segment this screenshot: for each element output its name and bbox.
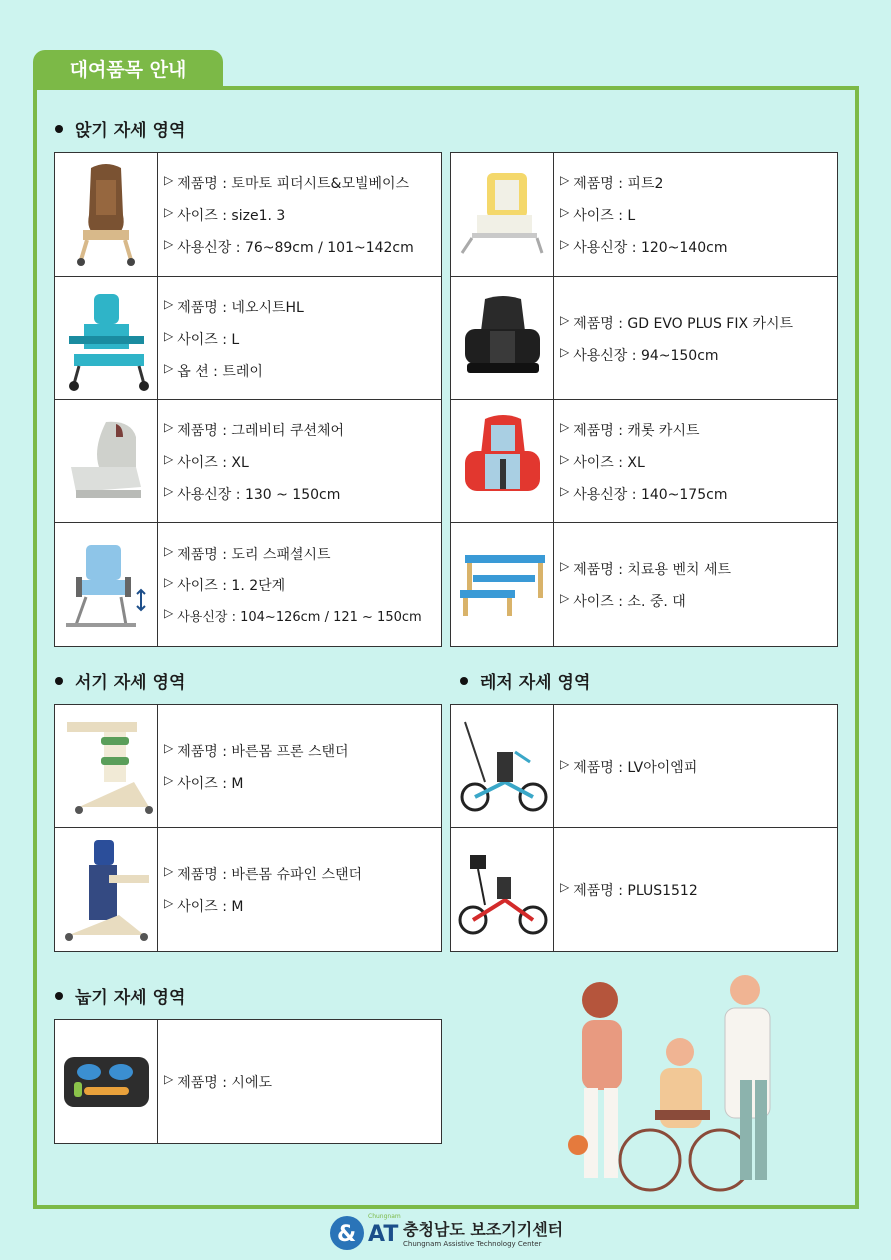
svg-text:&: &	[337, 1221, 357, 1247]
bullet-icon	[460, 677, 468, 685]
section-standing-title: 서기 자세 영역	[55, 668, 185, 693]
page-title: 대여품목 안내	[69, 59, 187, 81]
gdevo-carseat-image	[451, 277, 554, 400]
item-card-tomato: ▷ 제품명 : 토마토 피더시트&모빌베이스 ▷ 사이즈 : size1. 3 ▷ 사용신장 : 76~89cm / 101~142cm	[54, 152, 442, 277]
bullet-icon	[55, 125, 63, 133]
item-card-gdevo: ▷ 제품명 : GD EVO PLUS FIX 카시트 ▷ 사용신장 : 94~150cm	[450, 276, 838, 401]
item-card-seesaw: ▷ 제품명 : 시에도	[54, 1019, 442, 1144]
neoseat-image	[55, 277, 158, 400]
item-option: 옵 션 : 트레이	[177, 363, 263, 380]
lv-trike-image	[451, 705, 554, 828]
item-size: 사이즈 : XL	[177, 454, 249, 471]
seesaw-image	[55, 1020, 158, 1143]
item-height: 사용신장 : 104~126cm / 121 ~ 150cm	[177, 610, 422, 625]
fit2-seat-image	[451, 153, 554, 276]
center-name-en: Chungnam Assistive Technology Center	[403, 1240, 542, 1248]
item-card-neoseat: ▷ 제품명 : 네오시트HL ▷ 사이즈 : L ▷ 옵 션 : 트레이	[54, 276, 442, 401]
section-sitting-title: 앉기 자세 영역	[55, 116, 185, 141]
item-size: 사이즈 : M	[177, 775, 244, 792]
item-name: 제품명 : 도리 스패셜시트	[177, 547, 331, 563]
item-card-supine: ▷ 제품명 : 바른몸 슈파인 스탠더 ▷ 사이즈 : M	[54, 827, 442, 952]
carrot-carseat-image	[451, 400, 554, 523]
supine-stander-image	[55, 828, 158, 951]
item-card-lv: ▷ 제품명 : LV아이엠피	[450, 704, 838, 829]
item-height: 사용신장 : 130 ~ 150cm	[177, 486, 341, 503]
item-size: 사이즈 : 1. 2단계	[177, 578, 286, 594]
item-size: 사이즈 : XL	[573, 454, 645, 471]
logo-at-text: AT	[368, 1222, 399, 1247]
item-height: 사용신장 : 76~89cm / 101~142cm	[177, 239, 414, 256]
bullet-icon	[55, 992, 63, 1000]
item-name: 제품명 : LV아이엠피	[573, 759, 698, 776]
item-size: 사이즈 : L	[573, 207, 636, 224]
item-card-dori: ▷ 제품명 : 도리 스패셜시트 ▷ 사이즈 : 1. 2단계 ▷ 사용신장 : 104~126cm / 121 ~ 150cm	[54, 522, 442, 647]
item-size: 사이즈 : L	[177, 331, 240, 348]
item-card-prone: ▷ 제품명 : 바른몸 프론 스탠더 ▷ 사이즈 : M	[54, 704, 442, 829]
item-size: 사이즈 : M	[177, 898, 244, 915]
item-card-gravity: ▷ 제품명 : 그레비티 쿠션체어 ▷ 사이즈 : XL ▷ 사용신장 : 130 ~ 150cm	[54, 399, 442, 524]
section-lying-title: 눕기 자세 영역	[55, 983, 185, 1008]
item-name: 제품명 : GD EVO PLUS FIX 카시트	[573, 315, 794, 332]
item-card-plus: ▷ 제품명 : PLUS1512	[450, 827, 838, 952]
gravity-chair-image	[55, 400, 158, 523]
section-leisure-title: 레저 자세 영역	[460, 668, 590, 693]
bullet-icon	[55, 677, 63, 685]
item-name: 제품명 : 네오시트HL	[177, 299, 304, 316]
item-height: 사용신장 : 120~140cm	[573, 239, 728, 256]
item-name: 제품명 : 그레비티 쿠션체어	[177, 422, 345, 439]
caregivers-illustration	[560, 970, 800, 1200]
item-card-fit2: ▷ 제품명 : 피트2 ▷ 사이즈 : L ▷ 사용신장 : 120~140cm	[450, 152, 838, 277]
tomato-seat-image	[55, 153, 158, 276]
item-size: 사이즈 : 소. 중. 대	[573, 593, 686, 610]
item-name: 제품명 : 바른몸 슈파인 스탠더	[177, 866, 363, 883]
item-name: 제품명 : 캐롯 카시트	[573, 422, 700, 439]
dori-seat-image	[55, 523, 158, 646]
prone-stander-image	[55, 705, 158, 828]
item-name: 제품명 : 시에도	[177, 1074, 272, 1091]
plus-trike-image	[451, 828, 554, 951]
item-card-carrot: ▷ 제품명 : 캐롯 카시트 ▷ 사이즈 : XL ▷ 사용신장 : 140~175cm	[450, 399, 838, 524]
center-name-ko: 충청남도 보조기기센터	[403, 1220, 564, 1239]
item-name: 제품명 : 바른몸 프론 스탠더	[177, 743, 349, 760]
item-name: 제품명 : PLUS1512	[573, 882, 698, 899]
item-name: 제품명 : 피트2	[573, 175, 664, 192]
item-height: 사용신장 : 140~175cm	[573, 486, 728, 503]
item-height: 사용신장 : 94~150cm	[573, 347, 719, 364]
bench-set-image	[451, 523, 554, 646]
item-name: 제품명 : 토마토 피더시트&모빌베이스	[177, 175, 410, 192]
footer-logo	[327, 1210, 567, 1255]
item-size: 사이즈 : size1. 3	[177, 207, 286, 224]
page-title-tab	[33, 50, 223, 87]
logo-small-text: Chungnam	[368, 1213, 401, 1220]
item-name: 제품명 : 치료용 벤치 세트	[573, 561, 731, 578]
item-card-bench: ▷ 제품명 : 치료용 벤치 세트 ▷ 사이즈 : 소. 중. 대	[450, 522, 838, 647]
